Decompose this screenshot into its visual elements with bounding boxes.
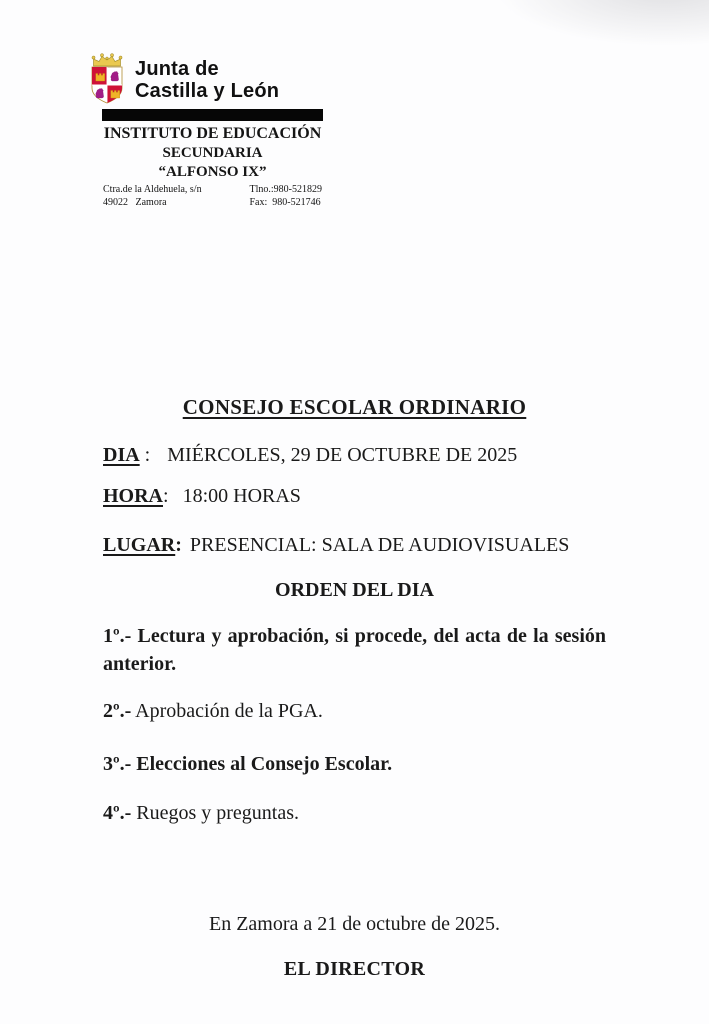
address-street: Ctra.de la Aldehuela, s/n xyxy=(103,184,202,195)
time-label: HORA xyxy=(103,485,163,508)
closing-date-line: En Zamora a 21 de octubre de 2025. xyxy=(208,913,500,936)
fax-number: Fax: 980-521746 xyxy=(249,196,321,208)
phone-number: Tlno.:980-521829 xyxy=(249,184,322,195)
agenda-item-1-number: 1º.- xyxy=(103,625,132,648)
place-colon: : xyxy=(175,534,182,557)
meeting-time-line xyxy=(103,485,606,507)
agenda-item-4-number: 4º.- xyxy=(103,802,132,825)
document-body xyxy=(103,396,606,980)
institute-address xyxy=(103,184,202,209)
institute-block xyxy=(102,125,323,209)
letterhead xyxy=(90,52,323,209)
place-label: LUGAR xyxy=(103,534,176,557)
agenda-item-2 xyxy=(103,700,606,722)
agenda-item-2-number: 2º.- xyxy=(103,700,132,723)
agenda-title: ORDEN DEL DIA xyxy=(275,579,434,602)
address-city: 49022 Zamora xyxy=(103,196,167,208)
agenda-item-4-text: Ruegos y preguntas. xyxy=(136,802,300,825)
day-label: DIA xyxy=(103,444,140,467)
agenda-item-3 xyxy=(103,753,606,775)
day-value: MIÉRCOLES, 29 DE OCTUBRE DE 2025 xyxy=(167,444,518,467)
signature-title: EL DIRECTOR xyxy=(283,958,426,981)
junta-wordmark-line1: Junta de xyxy=(135,58,219,80)
institute-name-line2: SECUNDARIA xyxy=(162,145,263,161)
institute-name-line1: INSTITUTO DE EDUCACIÓN xyxy=(103,125,322,142)
institute-name-line3: “ALFONSO IX” xyxy=(158,164,267,180)
document-title: CONSEJO ESCOLAR ORDINARIO xyxy=(182,395,527,419)
meeting-place-line xyxy=(103,534,606,556)
agenda-item-4 xyxy=(103,802,606,824)
day-colon: : xyxy=(144,444,151,467)
institute-contact xyxy=(102,184,323,209)
meeting-day-line xyxy=(103,444,606,466)
agenda-item-2-text: Aprobación de la PGA. xyxy=(135,700,323,723)
agenda-item-3-number: 3º.- xyxy=(103,753,132,776)
divider-bar xyxy=(102,109,323,121)
junta-wordmark-line2: Castilla y León xyxy=(135,80,280,102)
time-colon: : xyxy=(163,485,169,508)
junta-wordmark xyxy=(135,58,279,102)
junta-logo xyxy=(90,52,323,104)
place-value: PRESENCIAL: SALA DE AUDIOVISUALES xyxy=(189,534,570,557)
institute-phones xyxy=(250,184,323,209)
agenda-item-1-text: Lectura y aprobación, si procede, del acta de la sesión anterior. xyxy=(103,625,607,676)
time-value: 18:00 HORAS xyxy=(182,485,301,508)
agenda-item-3-text: Elecciones al Consejo Escolar. xyxy=(136,753,393,776)
castilla-leon-crest-icon xyxy=(90,52,124,104)
agenda-item-1 xyxy=(103,622,606,678)
